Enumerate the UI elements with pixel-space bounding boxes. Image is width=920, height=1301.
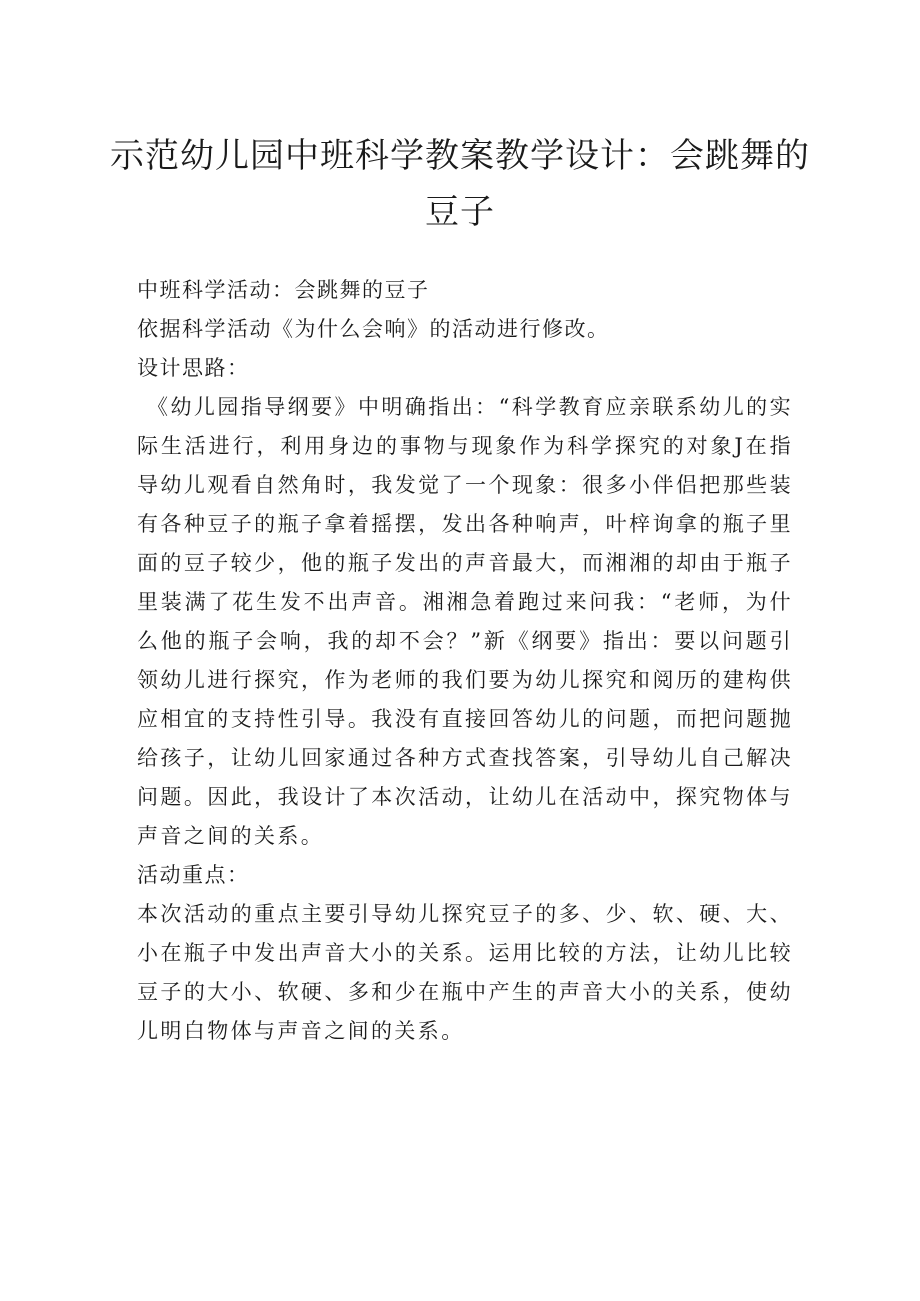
document-body: [137, 271, 793, 1051]
design-heading: 设计思路：: [137, 356, 250, 380]
focus-paragraph: 本次活动的重点主要引导幼儿探究豆子的多、少、软、硬、大、小在瓶子中发出声音大小的关系。运用比较的方法，让幼儿比较豆子的大小、软硬、多和少在瓶中产生的声音大小的关系，使幼儿明白物体与声音之间的关系。: [137, 902, 793, 1043]
source-note: 依据科学活动《为什么会响》的活动进行修改。: [137, 317, 610, 341]
design-paragraph: 《幼儿园指导纲要》中明确指出：“科学教育应亲联系幼儿的实际生活进行，利用身边的事物与现象作为科学探究的对象J在指导幼儿观看自然角时，我发觉了一个现象：很多小伴侣把那些装有各种豆子的瓶子拿着摇摆，发出各种响声，叶梓询拿的瓶子里面的豆子较少，他的瓶子发出的声音最大，而湘湘的却由于瓶子里装满了花生发不出声音。湘湘急着跑过来问我：“老师，为什么他的瓶子会响，我的却不会？”新《纲要》指出：要以问题引领幼儿进行探究，作为老师的我们要为幼儿探究和阅历的建构供应相宜的支持性引导。我没有直接回答幼儿的问题，而把问题抛给孩子，让幼儿回家通过各种方式查找答案，引导幼儿自己解决问题。因此，我设计了本次活动，让幼儿在活动中，探究物体与声音之间的关系。: [137, 395, 793, 848]
focus-heading: 活动重点：: [137, 863, 250, 887]
document-title: 示范幼儿园中班科学教案教学设计：会跳舞的豆子: [110, 136, 810, 232]
activity-name: 中班科学活动：会跳舞的豆子: [137, 278, 430, 302]
